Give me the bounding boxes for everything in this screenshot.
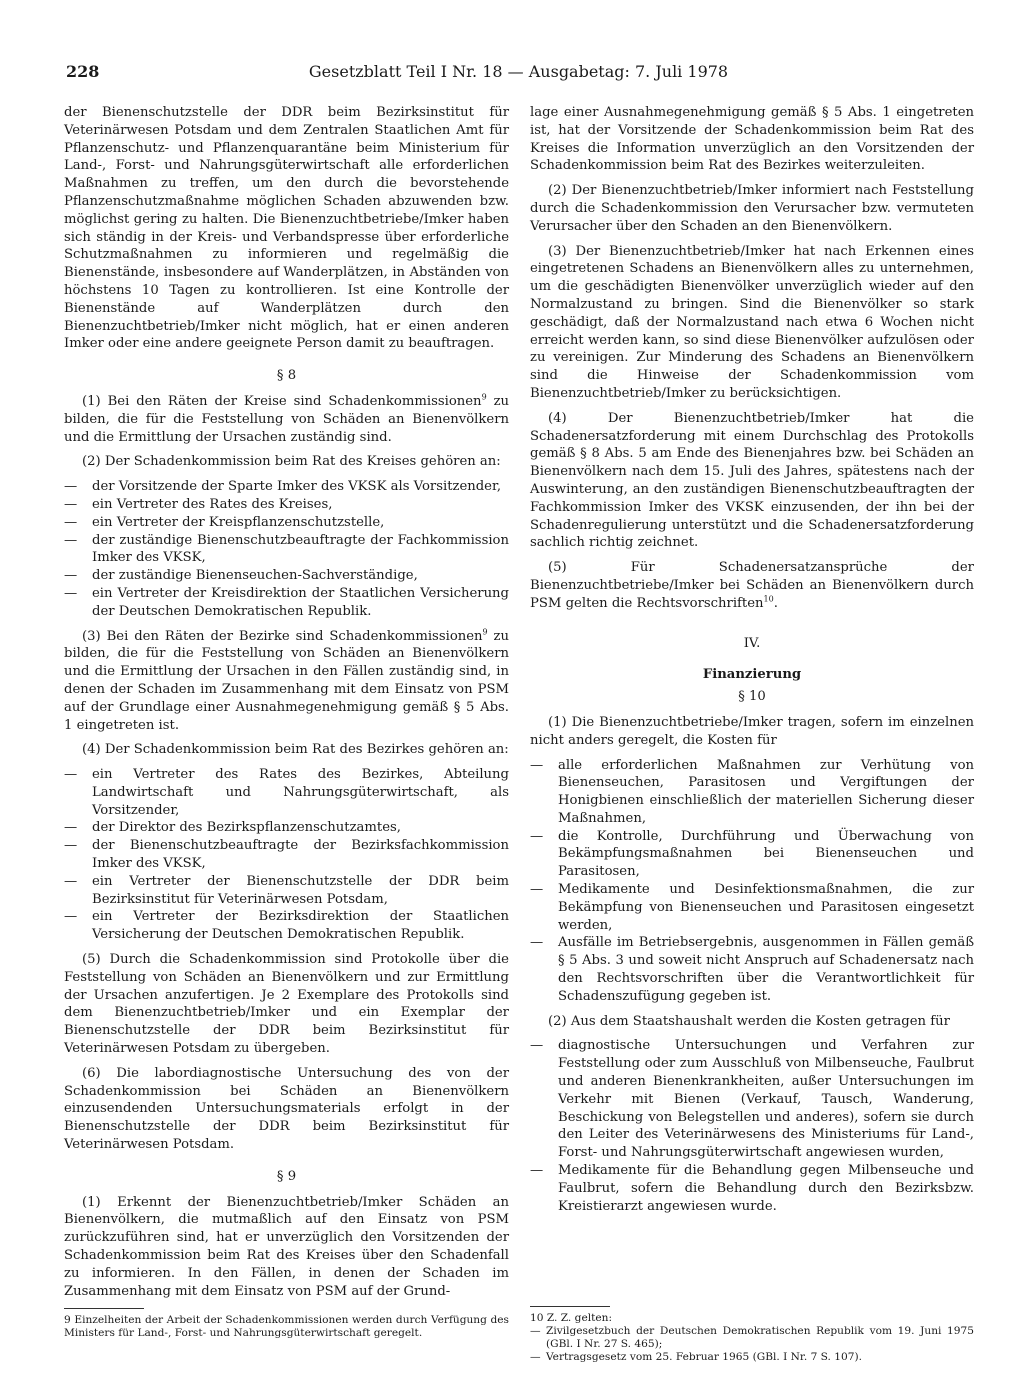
- page-number: 228: [66, 62, 100, 81]
- paragraph-10-2: (2) Aus dem Staatshaushalt werden die Kosten getragen für: [548, 1013, 950, 1029]
- paragraph-9-2: (2) Der Bienenzuchtbetrieb/Imker informiert nach Feststellung durch die Schadenkommission den Verursacher bzw. vermuteten Verursacher über den Schaden an den Bienenvölkern.: [530, 183, 974, 234]
- list-8-2: [64, 478, 509, 620]
- page-header: [66, 60, 971, 86]
- paragraph-8-6: (6) Die labordiagnostische Untersuchung des von der Schadenkommission bei Schäden an Bienenvölkern einzusendenden Untersuchungsmaterials erfolgt in der Bienenschutzstelle der DDR beim Bezirksinstitut für Veterinärwesen Potsdam.: [64, 1065, 509, 1153]
- footnote-9: [64, 1314, 509, 1340]
- section-8-heading: § 8: [276, 368, 297, 384]
- list-item: — Medikamente für die Behandlung gegen Milbenseuche und Faulbrut, sofern die Behandlung durch den Bezirksbzw. Kreistierarzt angewiesen wurde.: [530, 1162, 974, 1215]
- list-item: — Zivilgesetzbuch der Deutschen Demokratischen Republik vom 19. Juni 1975 (GBl. I Nr. 27 S. 465);: [530, 1325, 974, 1351]
- paragraph-8-2: (2) Der Schadenkommission beim Rat des Kreises gehören an:: [82, 454, 501, 470]
- list-item: — der Direktor des Bezirkspflanzenschutzamtes,: [64, 819, 509, 837]
- right-column: [530, 104, 974, 1222]
- paragraph-9-3: (3) Der Bienenzuchtbetrieb/Imker hat nach Erkennen eines eingetretenen Schadens an Bienenvölkern alles zu unternehmen, um die geschädigten Bienenvölker unverzüglich wieder auf den Normalzustand zu bringen. Sind die Bienenvölker so stark geschädigt, daß der Normalzustand nach etwa 6 Wochen nicht erreicht werden kann, so sind diese Bienenvölker aufzulösen oder zu vereinigen. Zur Minderung des Schadens an Bienenvölkern sind die Hinweise der Schadenkommission vom Bienenzuchtbetrieb/Imker zu berücksichtigen.: [530, 243, 974, 401]
- list-item: — diagnostische Untersuchungen und Verfahren zur Feststellung oder zum Ausschluß von Milbenseuche, Faulbrut und anderen Bienenkrankheiten, außer Untersuchungen im Verkehr mit Bienen (Verkauf, Tausch, Wanderung, Beschickung von Belegstellen und anderes), sofern sie durch den Leiter des Veterinärwesens des Ministeriums für Land-, Forst- und Nahrungsgüterwirtschaft angewiesen wurden,: [530, 1037, 974, 1162]
- footnote-ref-10: 10: [763, 594, 774, 604]
- footnote-ref-9: 9: [482, 627, 488, 637]
- paragraph-8-4: (4) Der Schadenkommission beim Rat des Bezirkes gehören an:: [82, 742, 509, 758]
- list-item: — ein Vertreter des Rates des Bezirkes, Abteilung Landwirtschaft und Nahrungsgüterwirtschaft, als Vorsitzender,: [64, 766, 509, 819]
- list-item: — der zuständige Bienenseuchen-Sachverständige,: [64, 567, 509, 585]
- paragraph-8-1-rest: zu bilden, die für die Feststellung von Schäden an Bienenvölkern und die Ermittlung der Ursachen zuständig sind.: [64, 393, 510, 445]
- paragraph-9-1: (1) Erkennt der Bienenzuchtbetrieb/Imker Schäden an Bienenvölkern, die mutmaßlich auf den Einsatz von PSM zurückzuführen sind, hat er unverzüglich den Vorsitzenden der Schadenkommission beim Rat des Kreises über den Schadenfall zu informieren. In den Fällen, in denen der Schaden im Zusammenhang mit dem Einsatz von PSM auf der Grund-: [64, 1194, 509, 1299]
- list-item: — ein Vertreter der Bienenschutzstelle der DDR beim Bezirksinstitut für Veterinärwesen Potsdam,: [64, 873, 509, 909]
- footnote-10-list: [530, 1325, 974, 1364]
- list-item: — Ausfälle im Betriebsergebnis, ausgenommen in Fällen gemäß § 5 Abs. 3 und soweit nicht Anspruch auf Schadenersatz nach den Rechtsvorschriften über die Verantwortlichkeit für Schadenszufügung gegeben ist.: [530, 934, 974, 1005]
- paragraph-8-5: (5) Durch die Schadenkommission sind Protokolle über die Feststellung von Schäden an Bienenvölkern und zur Ermittlung der Ursachen anzufertigen. Je 2 Exemplare des Protokolls sind dem Bienenzuchtbetrieb/Imker und ein Exemplar der Bienenschutzstelle der DDR beim Bezirksinstitut für Veterinärwesen Potsdam zu übergeben.: [64, 952, 509, 1057]
- paragraph-8-1-text: (1) Bei den Räten der Kreise sind Schadenkommissionen: [82, 393, 482, 409]
- footnote-9-text: 9 Einzelheiten der Arbeit der Schadenkommissionen werden durch Verfügung des Ministers für Land-, Forst- und Nahrungsgüterwirtschaft geregelt.: [64, 1314, 509, 1339]
- list-10-1: [530, 757, 974, 1006]
- footnote-10-intro: 10 Z. Z. gelten:: [530, 1312, 613, 1324]
- list-8-4: [64, 766, 509, 944]
- paragraph-10-1: (1) Die Bienenzuchtbetriebe/Imker tragen, sofern im einzelnen nicht anders geregelt, die Kosten für: [530, 714, 974, 748]
- list-item: — der Bienenschutzbeauftragte der Bezirksfachkommission Imker des VKSK,: [64, 837, 509, 873]
- paragraph-intro: der Bienenschutzstelle der DDR beim Bezirksinstitut für Veterinärwesen Potsdam und dem Zentralen Staatlichen Amt für Pflanzenschutz- und Pflanzenquarantäne beim Ministerium für Land-, Forst- und Nahrungsgüterwirtschaft alle erforderlichen Maßnahmen zu treffen, um den durch die bevorstehende Pflanzenschutzmaßnahme möglichen Schaden abzuwenden bzw. möglichst gering zu halten. Die Bienenzuchtbetriebe/Imker haben sich ständig in der Kreis- und Verbandspresse über erforderliche Schutzmaßnahmen zu informieren und regelmäßig die Bienenstände, insbesondere auf Wanderplätzen, in Abständen von höchstens 10 Tagen zu kontrollieren. Ist eine Kontrolle der Bienenstände auf Wanderplätzen durch den Bienenzuchtbetrieb/Imker nicht möglich, hat er einen anderen Imker oder eine andere geeignete Person damit zu beauftragen.: [64, 105, 509, 352]
- part-title-finanzierung: Finanzierung: [702, 667, 802, 683]
- paragraph-9-1-continued: lage einer Ausnahmegenehmigung gemäß § 5 Abs. 1 eingetreten ist, hat der Vorsitzende der Schadenkommission beim Rat des Kreises die Information unverzüglich an den Vorsitzenden der Schadenkommission beim Rat des Bezirkes weiterzuleiten.: [530, 105, 974, 174]
- list-item: — alle erforderlichen Maßnahmen zur Verhütung von Bienenseuchen, Parasitosen und Vergiftungen der Honigbienen einschließlich der materiellen Sicherung dieser Maßnahmen,: [530, 757, 974, 828]
- paragraph-9-5: [530, 559, 974, 612]
- footnote-rule: [530, 1306, 610, 1307]
- list-item: — ein Vertreter des Rates des Kreises,: [64, 496, 509, 514]
- list-item: — die Kontrolle, Durchführung und Überwachung von Bekämpfungsmaßnahmen bei Bienenseuchen und Parasitosen,: [530, 828, 974, 881]
- footnote-rule: [64, 1308, 144, 1309]
- paragraph-8-3-text: (3) Bei den Räten der Bezirke sind Schadenkommissionen: [82, 628, 483, 644]
- paragraph-8-3-rest: zu bilden, die für die Feststellung von Schäden an Bienenvölkern und die Ermittlung der Ursachen in den Fällen zuständig sind, in denen der Schaden im Zusammenhang mit dem Einsatz von PSM auf der Grundlage einer Ausnahmegenehmigung gemäß § 5 Abs. 1 eingetreten ist.: [64, 628, 509, 733]
- section-9-heading: § 9: [276, 1168, 297, 1184]
- list-item: — der zuständige Bienenschutzbeauftragte der Fachkommission Imker des VKSK,: [64, 532, 509, 568]
- paragraph-9-5-end: .: [773, 595, 778, 611]
- paragraph-9-4: (4) Der Bienenzuchtbetrieb/Imker hat die Schadenersatzforderung mit einem Durchschlag des Protokolls gemäß § 8 Abs. 5 am Ende des Bienenjahres bzw. bei Schäden an Bienenvölkern nach dem 15. Juli des Jahres, spätestens nach der Auswinterung, an den zuständigen Bienenschutzbeauftragten der Fachkommission Imker des VKSK einzusenden, der ihn bei der Schadenregulierung unterstützt und die Schadenersatzforderung sachlich richtig zeichnet.: [530, 410, 974, 551]
- paragraph-8-3: [64, 628, 509, 735]
- gazette-title: Gesetzblatt Teil I Nr. 18 — Ausgabetag: 7. Juli 1978: [308, 62, 729, 81]
- footnote-10: [530, 1312, 974, 1364]
- footnote-ref-9: 9: [481, 392, 487, 402]
- left-column: [64, 104, 509, 1307]
- list-item: — ein Vertreter der Kreispflanzenschutzstelle,: [64, 514, 509, 532]
- list-10-2: [530, 1037, 974, 1215]
- part-heading-iv: IV.: [743, 635, 761, 651]
- paragraph-8-1: [64, 393, 509, 446]
- list-item: — der Vorsitzende der Sparte Imker des VKSK als Vorsitzender,: [64, 478, 509, 496]
- list-item: — Medikamente und Desinfektionsmaßnahmen, die zur Bekämpfung von Bienenseuchen und Parasitosen eingesetzt werden,: [530, 881, 974, 934]
- list-item: — Vertragsgesetz vom 25. Februar 1965 (GBl. I Nr. 7 S. 107).: [530, 1351, 974, 1364]
- section-10-heading: § 10: [738, 689, 766, 705]
- list-item: — ein Vertreter der Bezirksdirektion der Staatlichen Versicherung der Deutschen Demokratischen Republik.: [64, 908, 509, 944]
- paragraph-9-5-text: (5) Für Schadenersatzansprüche der Bienenzuchtbetriebe/Imker bei Schäden an Bienenvölkern durch PSM gelten die Rechtsvorschriften: [530, 560, 974, 611]
- list-item: — ein Vertreter der Kreisdirektion der Staatlichen Versicherung der Deutschen Demokratischen Republik.: [64, 585, 509, 621]
